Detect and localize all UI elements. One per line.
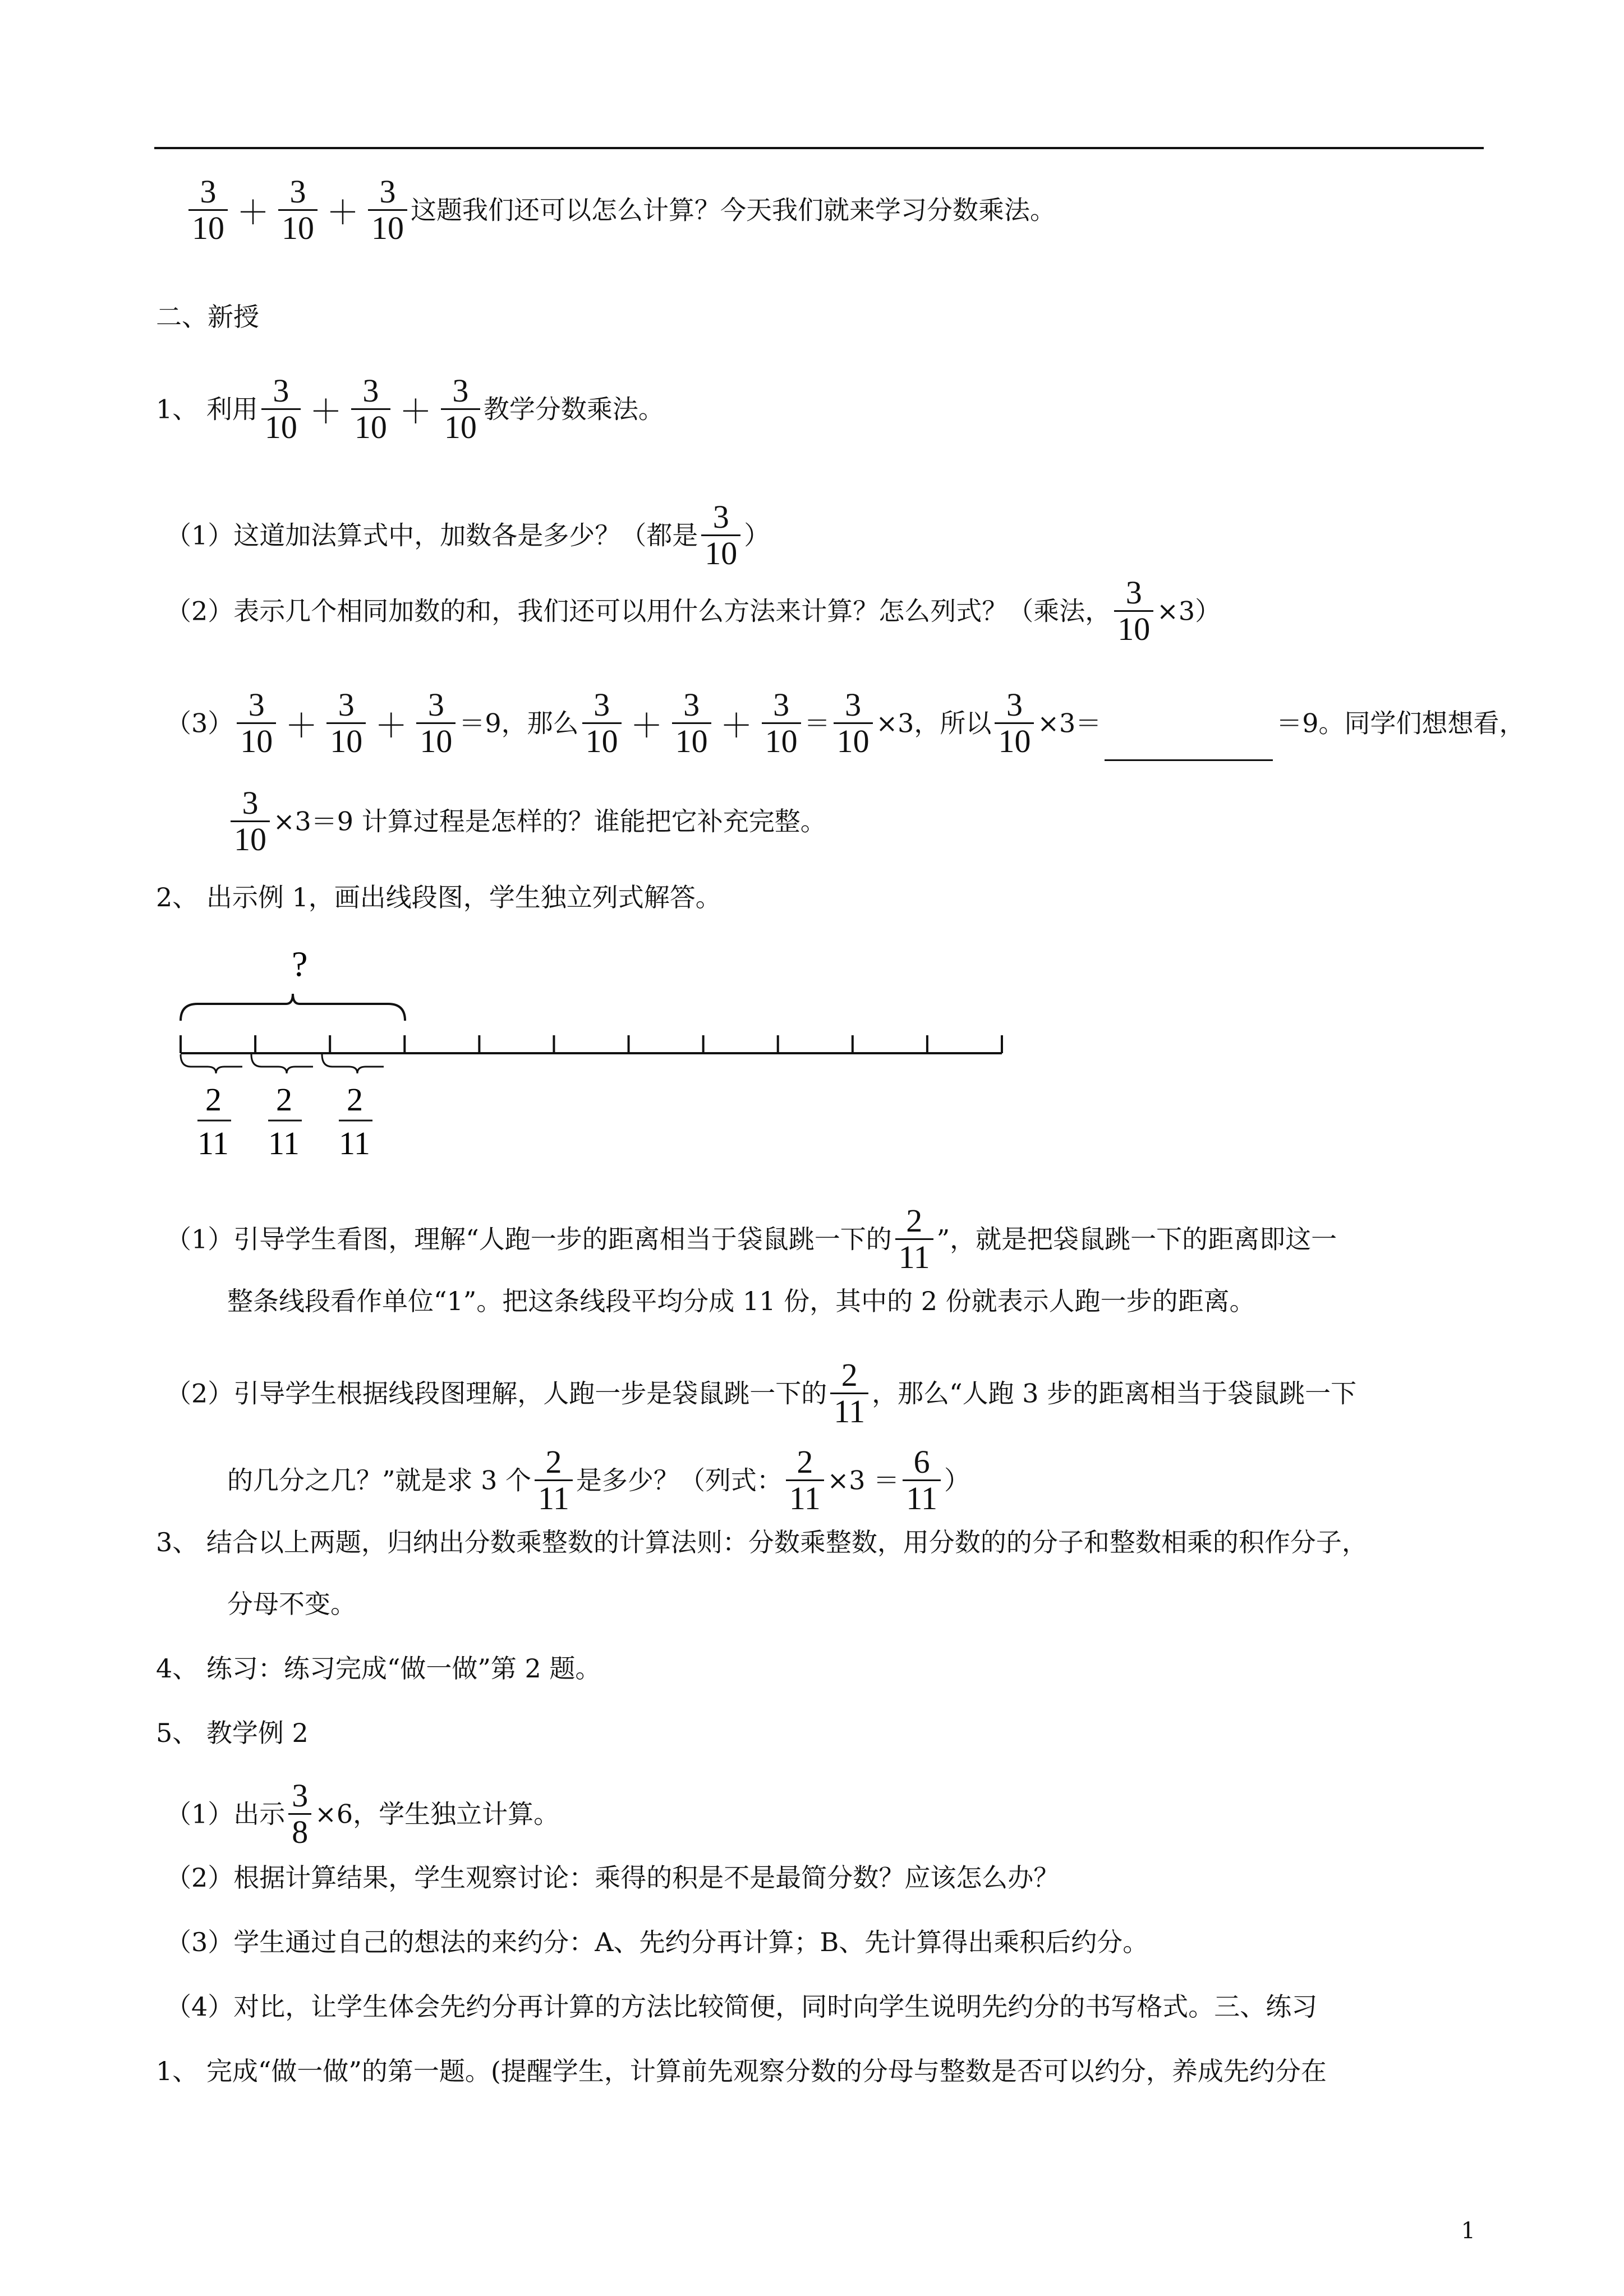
answer-blank: [1105, 737, 1273, 761]
segment-label-3: [339, 1081, 372, 1161]
item-2-1-continued: 整条线段看作单位“1”。把这条线段平均分成 11 份，其中的 2 份就表示人跑一步的距离。: [227, 1286, 1255, 1316]
item-2-2-continued: 的几分之几？”就是求 3 个 $\frac{2}{11}$ 是多少？（列式： $\frac{2}{11}$ ×3 ＝ $\frac{6}{11}$ ）: [227, 1444, 970, 1516]
item-2-2: （2）引导学生根据线段图理解，人跑一步是袋鼠跳一下的 $\frac{2}{11}$ ，那么“人跑 3 步的距离相当于袋鼠跳一下: [165, 1357, 1357, 1430]
fraction: $\frac{3}{10}$: [368, 174, 407, 246]
segment-label-2: [268, 1081, 302, 1161]
item-4: 4、 练习：练习完成“做一做”第 2 题。: [156, 1653, 601, 1684]
item-5-4: （4）对比，让学生体会先约分再计算的方法比较简便，同时向学生说明先约分的书写格式。三、练习: [165, 1991, 1318, 2022]
tick-marks: [181, 1035, 1002, 1053]
svg-text:2: 2: [347, 1081, 363, 1118]
page-number: 1: [1461, 2218, 1475, 2244]
item-5-2: （2）根据计算结果，学生观察讨论：乘得的积是不是最简分数？应该怎么办？: [165, 1862, 1060, 1893]
item-3: 3、 结合以上两题，归纳出分数乘整数的计算法则：分数乘整数，用分数的的分子和整数相乘的积作分子，: [156, 1527, 1368, 1557]
item-1-1: （1）这道加法算式中，加数各是多少？（都是 $\frac{3}{10}$ ）: [165, 499, 770, 571]
line-segment-diagram: [168, 942, 1021, 1178]
segment-label-1: [197, 1081, 231, 1161]
svg-text:11: 11: [268, 1125, 300, 1161]
header-rule: [154, 147, 1484, 149]
intro-line: $\frac{3}{10}$ ＋ $\frac{3}{10}$ ＋ $\frac{3}{10}$ 这题我们还可以怎么计算？今天我们就来学习分数乘法。: [185, 177, 1056, 248]
small-brace-3: [322, 1054, 384, 1073]
brace: [181, 994, 405, 1021]
practice-1: 1、 完成“做一做”的第一题。(提醒学生，计算前先观察分数的分母与整数是否可以约分，养成先约分在: [156, 2056, 1327, 2086]
item-5-1: （1）出示 $\frac{3}{8}$ ×6，学生独立计算。: [165, 1777, 560, 1850]
question-mark: ?: [292, 944, 308, 984]
fraction: $\frac{3}{10}$: [278, 174, 318, 246]
svg-text:11: 11: [339, 1125, 370, 1161]
item-2: 2、 出示例 1，画出线段图，学生独立列式解答。: [156, 882, 721, 912]
item-1: 1、 利用 $\frac{3}{10}$ ＋ $\frac{3}{10}$ ＋ $\frac{3}{10}$ 教学分数乘法。: [156, 372, 664, 445]
item-1-3: （3） $\frac{3}{10}$ ＋ $\frac{3}{10}$ ＋ $\frac{3}{10}$ ＝9，那么 $\frac{3}{10}$ ＋ $\frac{3}{10}$ ＋ $\frac{3}{10}$ ＝ $\frac{3}{10}$ ×3，所以 $\frac{3}{10}$ ×3＝ ＝9。同学们想想看，: [165, 690, 1525, 761]
svg-text:2: 2: [276, 1081, 292, 1118]
svg-text:11: 11: [197, 1125, 229, 1161]
section-heading: 二、新授: [156, 302, 259, 332]
item-2-1: （1）引导学生看图，理解“人跑一步的距离相当于袋鼠跳一下的 $\frac{2}{11}$ ”，就是把袋鼠跳一下的距离即这一: [165, 1202, 1337, 1275]
item-5: 5、 教学例 2: [156, 1718, 309, 1748]
item-3-continued: 分母不变。: [227, 1589, 356, 1619]
item-1-2: （2）表示几个相同加数的和，我们还可以用什么方法来计算？怎么列式？（乘法， $\frac{3}{10}$ ×3）: [165, 574, 1221, 647]
intro-text: 这题我们还可以怎么计算？今天我们就来学习分数乘法。: [411, 195, 1056, 225]
item-5-3: （3）学生通过自己的想法的来约分：A、先约分再计算；B、先计算得出乘积后约分。: [165, 1927, 1149, 1957]
fraction: $\frac{3}{10}$: [188, 174, 228, 246]
item-1-3-continued: $\frac{3}{10}$ ×3＝9 计算过程是怎样的？谁能把它补充完整。: [227, 788, 826, 859]
svg-text:2: 2: [205, 1081, 222, 1118]
small-brace-1: [181, 1054, 242, 1073]
small-brace-2: [251, 1054, 313, 1073]
